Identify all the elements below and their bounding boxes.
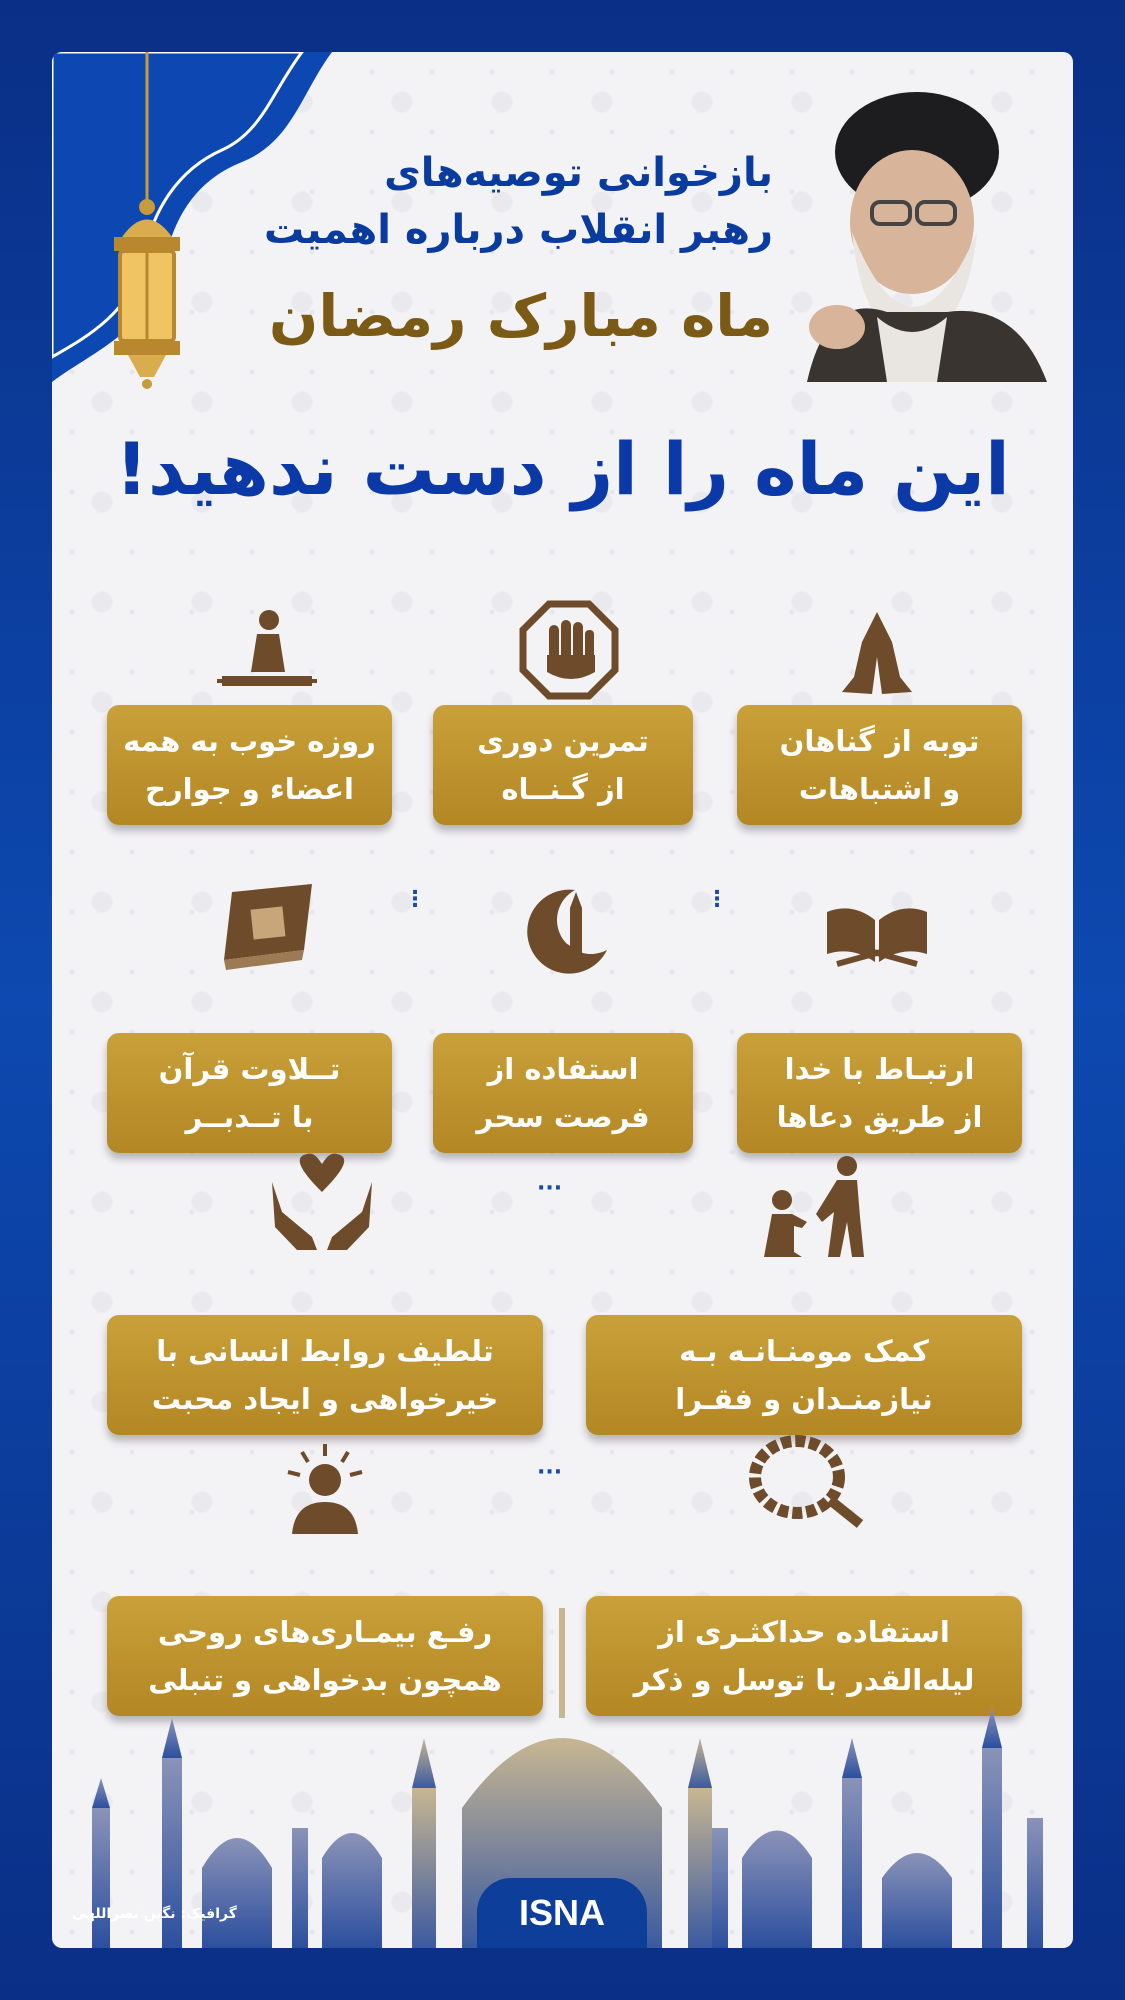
crescent-mosque-icon — [515, 878, 615, 978]
lantern-icon — [92, 52, 202, 392]
tip-line-1: استفاده حداکثـری از — [658, 1615, 950, 1649]
divider-dot-icon: ··· — [537, 1176, 563, 1201]
divider-dot-icon: ⋮ — [404, 887, 426, 912]
tip-line-2: و اشتباهات — [798, 772, 961, 806]
quran-book-icon — [212, 880, 322, 975]
tip-line-1: رفـع بیمـاری‌های روحی — [157, 1615, 493, 1649]
tip-line-1: ارتبـاط با خدا — [784, 1052, 975, 1086]
tip-human-relations — [107, 1315, 543, 1435]
header-line-2: رهبر انقلاب درباره اهمیت — [263, 207, 773, 253]
main-headline: این ماه را از دست ندهید! — [115, 427, 1010, 511]
tip-line-2: لیله‌القدر با توسل و ذکر — [633, 1663, 975, 1697]
helping-person-icon — [752, 1152, 872, 1262]
leader-portrait — [767, 82, 1057, 382]
tip-line-2: فرصت سحر — [476, 1100, 650, 1134]
infographic-panel — [52, 52, 1073, 1948]
divider-dot-icon: ··· — [537, 1460, 563, 1485]
header-line-1: بازخوانی توصیه‌های — [384, 150, 773, 196]
tip-line-2: از طریق دعاها — [776, 1100, 983, 1134]
tip-repentance — [737, 705, 1022, 825]
header-line-3: ماه مبارک رمضان — [268, 282, 773, 350]
stressed-person-icon — [280, 1442, 370, 1542]
tip-line-1: توبه از گناهان — [779, 724, 980, 758]
tip-line-2: خیرخواهی و ایجاد محبت — [151, 1382, 499, 1416]
open-quran-icon — [817, 902, 937, 972]
tip-line-2: اعضاء و جوارح — [145, 772, 354, 806]
isna-logo: ISNA — [477, 1878, 647, 1948]
tip-line-2: نیازمنـدان و فقـرا — [675, 1382, 933, 1416]
tip-line-2: از گـنــاه — [501, 772, 625, 806]
tip-sahar-opportunity — [433, 1033, 693, 1153]
tip-line-2: همچون بدخواهی و تنبلی — [148, 1663, 502, 1697]
tip-connection-with-god — [737, 1033, 1022, 1153]
tip-avoid-sin — [433, 705, 693, 825]
divider-dot-icon: ⋮ — [706, 887, 728, 912]
prayer-beads-icon — [742, 1432, 872, 1532]
prayer-mat-icon — [207, 602, 327, 702]
tip-line-1: تــلاوت قرآن — [158, 1052, 341, 1086]
tip-line-2: با تــدبــر — [185, 1100, 314, 1134]
graphic-credit: گرافیک: نگین نصراللهی — [72, 1906, 237, 1922]
tip-line-1: روزه خوب به همه — [123, 724, 376, 758]
tip-help-needy — [586, 1315, 1022, 1435]
tip-good-fasting — [107, 705, 392, 825]
heart-hands-icon — [267, 1152, 377, 1252]
tip-quran-recitation — [107, 1033, 392, 1153]
tip-line-1: تمرین دوری — [477, 724, 649, 758]
tip-line-1: کمک مومنـانـه بـه — [679, 1334, 929, 1368]
praying-hands-icon — [832, 602, 922, 702]
stop-hand-icon — [519, 600, 619, 700]
tip-line-1: تلطیف روابط انسانی با — [156, 1334, 494, 1368]
tip-line-1: استفاده از — [487, 1052, 639, 1086]
